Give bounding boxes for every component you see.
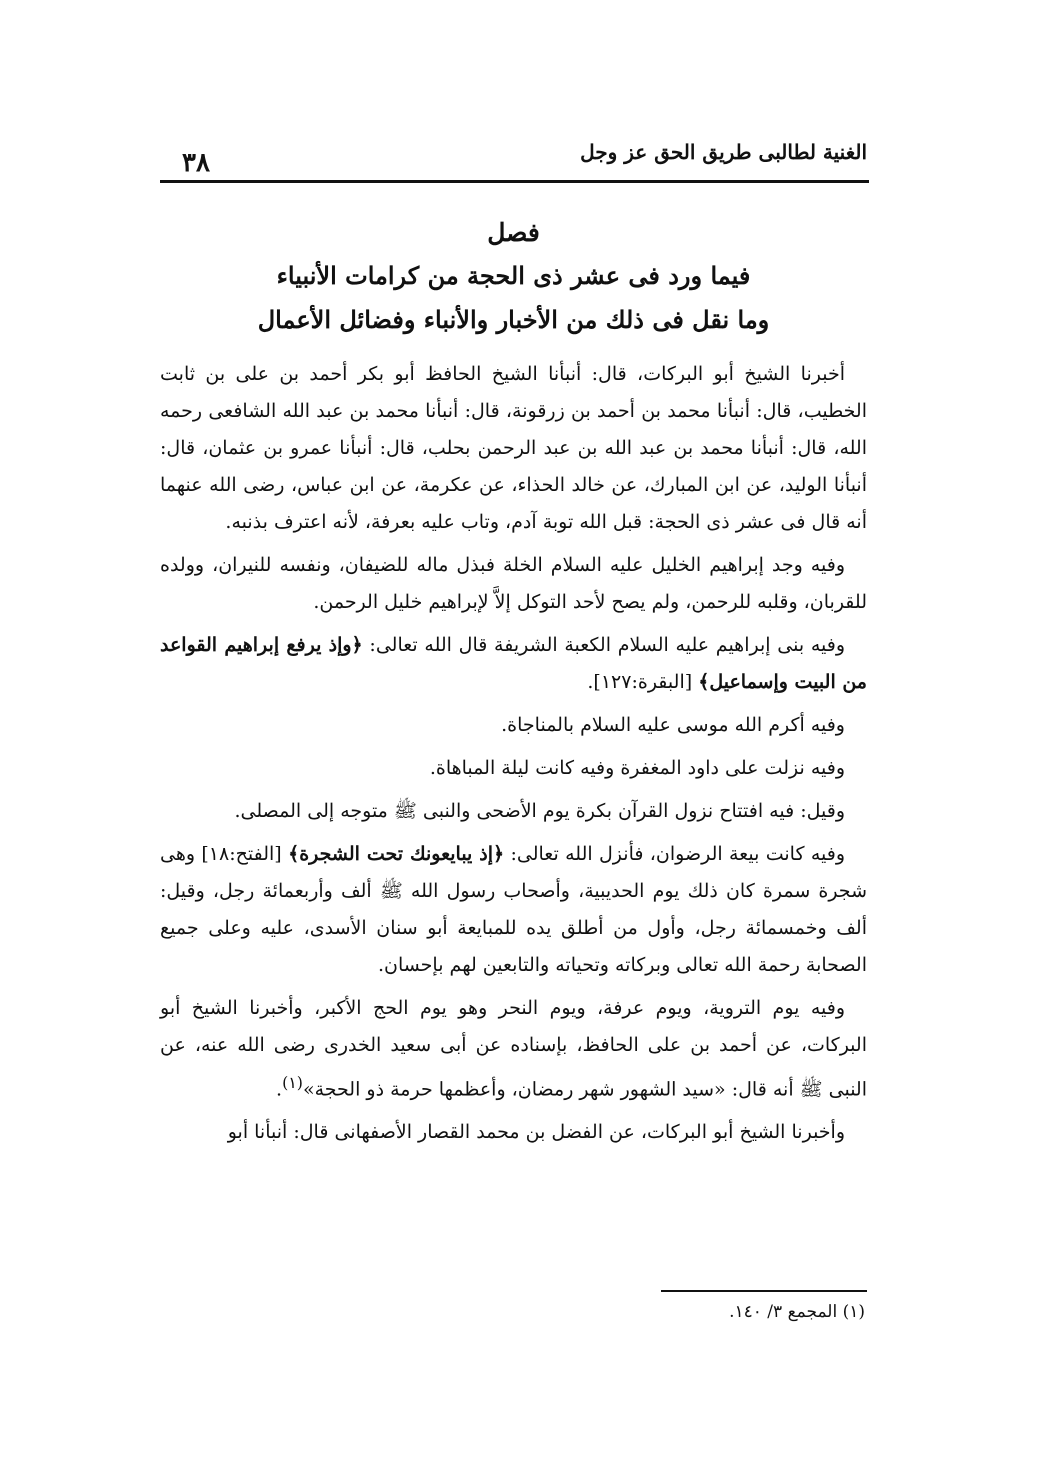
- paragraph-ibrahim: وفيه وجد إبراهيم الخليل عليه السلام الخلة فبذل ماله للضيفان، ونفسه للنيران، وولده للقربان، وقلبه للرحمن، ولم يصح لأحد التوكل إلاَّ لإبراهيم خليل الرحمن.: [160, 554, 867, 613]
- paragraph-text: وفيه بنى إبراهيم عليه السلام الكعبة الشريفة قال الله تعالى:: [362, 634, 845, 656]
- section-title-line-2: وما نقل فى ذلك من الأخبار والأنباء وفضائل الأعمال: [257, 305, 770, 334]
- page-number: ٣٨: [182, 148, 210, 178]
- paragraph-ridwan: [160, 836, 867, 984]
- section-heading: [160, 212, 867, 342]
- paragraph-end: .: [276, 1078, 283, 1101]
- quran-verse: ﴿إذ يبايعونك تحت الشجرة﴾: [288, 843, 505, 865]
- paragraph-kaaba: [160, 627, 867, 701]
- footnote: (١) المجمع ٣/ ١٤٠.: [729, 1302, 865, 1322]
- paragraph-text: وفيه كانت بيعة الرضوان، فأنزل الله تعالى:: [504, 843, 846, 865]
- footnote-rule: [661, 1290, 867, 1292]
- paragraph-dawud: وفيه نزلت على داود المغفرة وفيه كانت ليلة المباهاة.: [429, 757, 845, 779]
- paragraph-text: [الفتح:١٨] وهى شجرة سمرة كان ذلك يوم الحديبية، وأصحاب رسول الله ﷺ ألف وأربعمائة رجل، وقيل: ألف وخمسمائة رجل، وأول من أطلق يده للمبايعة أبو سنان الأسدى، عليه وعلى جميع الصحابة رحمة الله تعالى وبركاته وتحياته والتابعين لهم بإحسان.: [160, 843, 867, 976]
- paragraph-text: وفيه يوم التروية، ويوم عرفة، ويوم النحر وهو يوم الحج الأكبر، وأخبرنا الشيخ أبو البركات، عن أحمد بن على الحافظ، بإسناده عن أبى سعيد الخدرى رضى الله عنه، عن النبى ﷺ أنه قال:: [160, 997, 867, 1101]
- main-text: [160, 356, 867, 1157]
- paragraph-continued: وأخبرنا الشيخ أبو البركات، عن الفضل بن محمد القصار الأصفهانى قال: أنبأنا أبو: [227, 1121, 845, 1144]
- running-title: الغنية لطالبى طريق الحق عز وجل: [580, 140, 867, 164]
- paragraph-quran-revelation: وقيل: فيه افتتاح نزول القرآن بكرة يوم الأضحى والنبى ﷺ متوجه إلى المصلى.: [234, 800, 845, 822]
- paragraph-isnad: أخبرنا الشيخ أبو البركات، قال: أنبأنا الشيخ الحافظ أبو بكر أحمد بن على بن ثابت الخطيب، قال: أنبأنا محمد بن أحمد بن زرقونة، قال: أنبأنا محمد بن عبد الله الشافعى رحمه الله، قال: أنبأنا محمد بن عبد الله بن عبد الرحمن بحلب، قال: أنبأنا عمرو بن عثمان، قال: أنبأنا الوليد، عن ابن المبارك، عن خالد الحذاء، عن عكرمة، عن ابن عباس، رضى الله عنهما أنه قال فى عشر ذى الحجة: قبل الله توبة آدم، وتاب عليه بعرفة، لأنه اعترف بذنبه.: [160, 363, 867, 533]
- footnote-marker: (١): [282, 1073, 303, 1092]
- section-title-line-1: فيما ورد فى عشر ذى الحجة من كرامات الأنبياء: [276, 261, 751, 290]
- quran-verse: ﴿وإذ يرفع إبراهيم القواعد من البيت وإسماعيل﴾: [160, 634, 867, 693]
- paragraph-tarwiyah: [160, 990, 867, 1108]
- verse-reference: [البقرة:١٢٧].: [587, 671, 699, 693]
- paragraph-musa: وفيه أكرم الله موسى عليه السلام بالمناجاة.: [501, 714, 845, 736]
- hadith-quote: «سيد الشهور شهر رمضان، وأعظمها حرمة ذو الحجة»: [302, 1078, 726, 1101]
- header-rule: [160, 180, 869, 183]
- section-label: فصل: [487, 218, 540, 247]
- running-header: [160, 138, 867, 178]
